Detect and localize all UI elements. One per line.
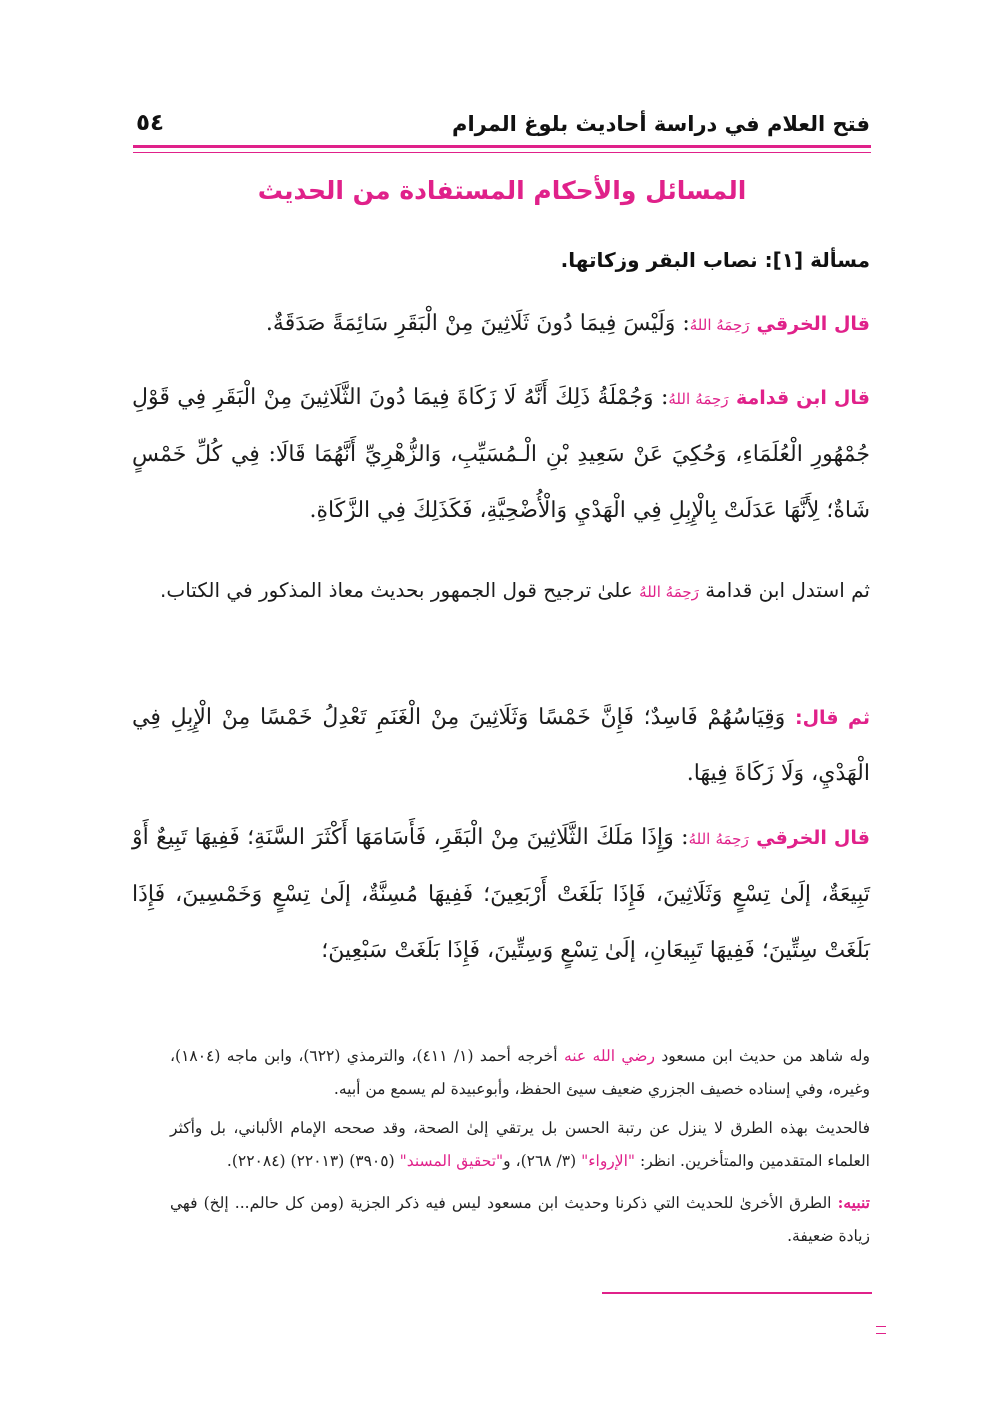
footnote-3 bbox=[170, 1186, 870, 1253]
speaker-label: قال الخرقي bbox=[756, 313, 870, 335]
footnote-1 bbox=[170, 1040, 870, 1106]
commentary-text-2: علىٰ ترجيح قول الجمهور بحديث معاذ المذكور في الكتاب. bbox=[160, 578, 633, 602]
commentary-text: ثم استدل ابن قدامة bbox=[705, 578, 870, 602]
issue-title: نصاب البقر وزكاتها. bbox=[560, 248, 758, 272]
issue-heading bbox=[561, 248, 870, 272]
footnote-text-2: (٣/ ٢٦٨)، و bbox=[503, 1152, 577, 1170]
page-number: ٥٤ bbox=[136, 110, 165, 136]
paragraph-kharaqi-1 bbox=[132, 296, 870, 353]
header-rule-thin bbox=[133, 152, 871, 153]
footnote-continuation-marker bbox=[876, 1326, 886, 1334]
note-text: الطرق الأخرىٰ للحديث التي ذكرنا وحديث ابن مسعود ليس فيه ذكر الجزية (ومن كل حالم... إلخ) فهي زيادة ضعيفة. bbox=[170, 1194, 870, 1245]
issue-label: مسألة [١]: bbox=[764, 248, 870, 272]
footnote-text-2: أخرجه أحمد (١/ ٤١١)، والترمذي (٦٢٢)، وابن ماجه (١٨٠٤)، وغيره، وفي إسناده خصيف الجزري ضعيف سيئ الحفظ، وأبوعبيدة لم يسمع من أبيه. bbox=[170, 1047, 870, 1098]
speaker-label: قال الخرقي bbox=[756, 827, 870, 849]
paragraph-kharaqi-2 bbox=[132, 810, 870, 979]
honorific: رَحِمَهُ اللهُ bbox=[688, 830, 749, 848]
footnote-text: فالحديث بهذه الطرق لا ينزل عن رتبة الحسن بل يرتقي إلىٰ الصحة، وقد صححه الإمام الألباني، بل وأكثر العلماء المتقدمين والمتأخرين. انظر: bbox=[170, 1119, 870, 1170]
section-heading: المسائل والأحكام المستفادة من الحديث bbox=[257, 176, 747, 205]
reference-irwa: "الإرواء" bbox=[581, 1152, 636, 1170]
paragraph-ibn-qudama bbox=[132, 370, 870, 539]
speaker-label: ثم قال: bbox=[794, 707, 871, 729]
reference-musnad: "تحقيق المسند" bbox=[399, 1152, 504, 1170]
footnote-separator bbox=[602, 1292, 872, 1294]
header-rule bbox=[133, 145, 871, 148]
running-title: فتح العلام في دراسة أحاديث بلوغ المرام bbox=[452, 112, 870, 136]
footnote-2 bbox=[170, 1112, 870, 1178]
footnote-text-3: (٣٩٠٥) (٢٢٠١٣) (٢٢٠٨٤). bbox=[226, 1152, 395, 1170]
honorific: رَحِمَهُ اللهُ bbox=[689, 316, 750, 334]
note-label: تنبيه: bbox=[837, 1193, 870, 1212]
honorific: رَحِمَهُ اللهُ bbox=[668, 390, 729, 408]
speaker-label: قال ابن قدامة bbox=[735, 387, 870, 409]
honorific: رَحِمَهُ اللهُ bbox=[639, 583, 699, 601]
quote-text: : وَجُمْلَةُ ذَلِكَ أَنَّهُ لَا زَكَاةَ فِيمَا دُونَ الثَّلَاثِينَ مِنْ الْبَقَرِ فِي قَوْلِ جُمْهُورِ الْعُلَمَاءِ، وَحُكِيَ عَنْ سَعِيدِ بْنِ الْـمُسَيِّبِ، وَالزُّهْرِيِّ أَنَّهُمَا قَالَا: فِي كُلِّ خَمْسٍ شَاةٌ؛ لِأَنَّهَا عَدَلَتْ بِالْإِبِلِ فِي الْهَدْيِ وَالْأُضْحِيَّةِ، فَكَذَلِكَ فِي الزَّكَاةِ. bbox=[132, 385, 870, 523]
footnote-text: وله شاهد من حديث ابن مسعود bbox=[661, 1047, 870, 1065]
honorific: رضي الله عنه bbox=[563, 1047, 655, 1065]
quote-text: : وَإِذَا مَلَكَ الثَّلَاثِينَ مِنْ الْبَقَرِ، فَأَسَامَهَا أَكْثَرَ السَّنَةِ؛ فَفِيهَا تَبِيعٌ أَوْ تَبِيعَةٌ، إلَىٰ تِسْعٍ وَثَلَاثِينَ، فَإِذَا بَلَغَتْ أَرْبَعِينَ؛ فَفِيهَا مُسِنَّةٌ، إلَىٰ تِسْعٍ وَخَمْسِينَ، فَإِذَا بَلَغَتْ سِتِّينَ؛ فَفِيهَا تَبِيعَانِ، إلَىٰ تِسْعٍ وَسِتِّينَ، فَإِذَا بَلَغَتْ سَبْعِينَ؛ bbox=[132, 825, 870, 963]
quote-text: : وَلَيْسَ فِيمَا دُونَ ثَلَاثِينَ مِنْ الْبَقَرِ سَائِمَةً صَدَقَةٌ. bbox=[265, 311, 690, 336]
paragraph-commentary bbox=[132, 564, 870, 618]
paragraph-then-said bbox=[132, 690, 870, 802]
quote-text: وَقِيَاسُهُمْ فَاسِدٌ؛ فَإِنَّ خَمْسًا وَثَلَاثِينَ مِنْ الْغَنَمِ تَعْدِلُ خَمْسًا مِنْ الْإِبِلِ فِي الْهَدْيِ، وَلَا زَكَاةَ فِيهَا. bbox=[132, 705, 870, 786]
